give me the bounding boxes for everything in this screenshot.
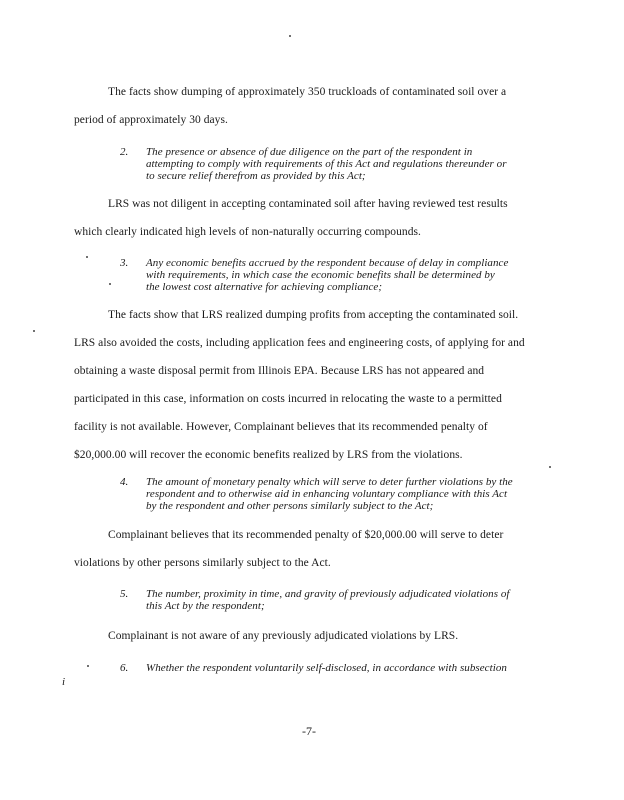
factor-text-line: with requirements, in which case the economic benefits shall be determined by <box>146 269 495 281</box>
page-number: -7- <box>302 724 316 738</box>
factor-text-line: attempting to comply with requirements of this Act and regulations thereunder or <box>146 158 507 170</box>
scan-speck <box>109 283 111 285</box>
factor-text-line: The presence or absence of due diligence on the part of the respondent in <box>146 146 473 158</box>
body-text-line: obtaining a waste disposal permit from Illinois EPA. Because LRS has not appeared and <box>74 365 485 377</box>
factor-text-line: this Act by the respondent; <box>146 600 265 612</box>
body-text-line: Complainant believes that its recommended penalty of $20,000.00 will serve to deter <box>108 529 504 541</box>
body-text-line: period of approximately 30 days. <box>74 114 228 126</box>
scan-speck <box>87 665 89 667</box>
factor-number: 4. <box>120 476 129 488</box>
body-text-line: facility is not available. However, Complainant believes that its recommended penalty of <box>74 421 488 433</box>
factor-text-line: to secure relief therefrom as provided by this Act; <box>146 170 366 182</box>
scan-speck <box>289 35 291 37</box>
body-text-line: The facts show that LRS realized dumping profits from accepting the contaminated soil. <box>108 309 519 321</box>
scan-speck <box>86 256 88 258</box>
scan-speck <box>549 466 551 468</box>
body-text-line: violations by other persons similarly subject to the Act. <box>74 557 331 569</box>
factor-text-line: Whether the respondent voluntarily self-disclosed, in accordance with subsection <box>146 662 507 674</box>
factor-number: 3. <box>120 257 129 269</box>
factor-text-line: respondent and to otherwise aid in enhancing voluntary compliance with this Act <box>146 488 508 500</box>
body-text-line: LRS also avoided the costs, including application fees and engineering costs, of applying for and <box>74 337 525 349</box>
factor-text-line: The amount of monetary penalty which will serve to deter further violations by the <box>146 476 513 488</box>
factor-text-line: The number, proximity in time, and gravity of previously adjudicated violations of <box>146 588 510 600</box>
margin-mark: i <box>62 676 66 688</box>
body-text-line: participated in this case, information on costs incurred in relocating the waste to a permitted <box>74 393 502 405</box>
body-text-line: LRS was not diligent in accepting contaminated soil after having reviewed test results <box>108 198 508 210</box>
factor-number: 2. <box>120 146 129 158</box>
factor-number: 6. <box>120 662 129 674</box>
factor-text-line: Any economic benefits accrued by the respondent because of delay in compliance <box>146 257 509 269</box>
factor-text-line: the lowest cost alternative for achieving compliance; <box>146 281 383 293</box>
factor-text-line: by the respondent and other persons similarly subject to the Act; <box>146 500 434 512</box>
body-text-line: Complainant is not aware of any previously adjudicated violations by LRS. <box>108 630 459 642</box>
body-text-line: The facts show dumping of approximately 350 truckloads of contaminated soil over a <box>108 86 507 98</box>
body-text-line: $20,000.00 will recover the economic benefits realized by LRS from the violations. <box>74 449 463 461</box>
scan-speck <box>33 330 35 332</box>
factor-number: 5. <box>120 588 129 600</box>
body-text-line: which clearly indicated high levels of non-naturally occurring compounds. <box>74 226 421 238</box>
